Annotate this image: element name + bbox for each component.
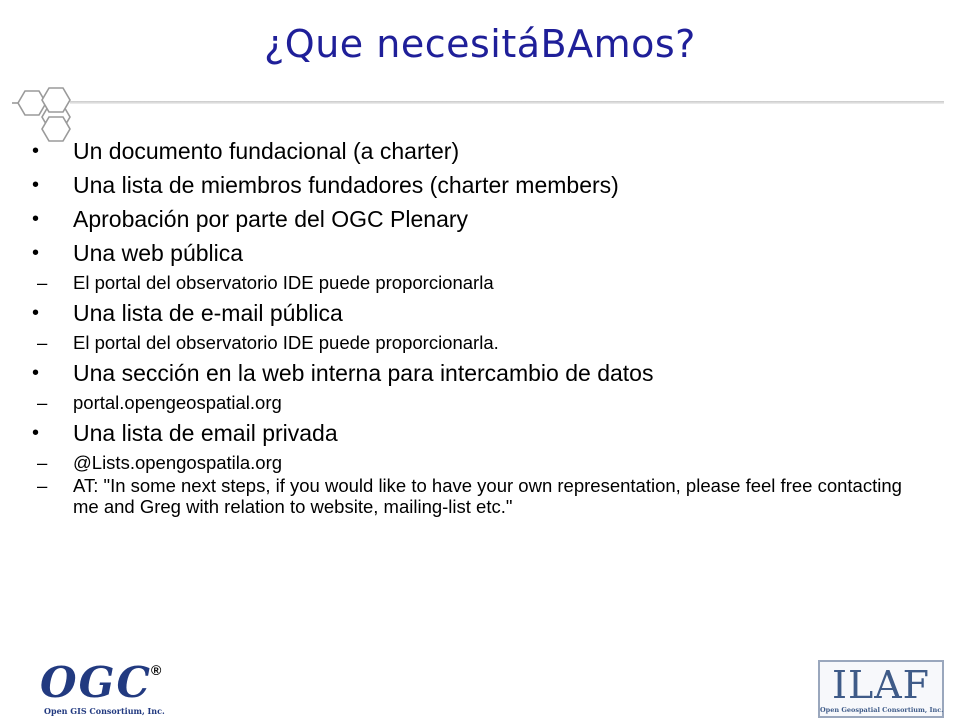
slide-title: ¿Que necesitáBAmos? [264,22,696,66]
dash-icon: – [37,272,48,293]
bullet-dot-icon: • [32,362,40,384]
sub-bullet-list [30,272,910,293]
bullet-item [30,170,910,201]
ogc-logo-tagline: Open GIS Consortium, Inc. [44,706,165,716]
sub-bullet-list [30,332,910,353]
bullet-dot-icon: • [32,242,40,264]
ogc-logo-mark: OGC [40,658,152,707]
bullet-text: Un documento fundacional (a charter) [73,138,460,164]
sub-bullet-item [30,392,910,413]
bullet-dot-icon: • [32,422,40,444]
bullet-list [30,136,910,522]
dash-icon: – [37,392,48,413]
sub-bullet-list [30,392,910,413]
bullet-text: Una lista de miembros fundadores (charter members) [73,172,619,198]
title-rule [70,101,944,104]
ilaf-logo-tagline: Open Geospatial Consortium, Inc. [820,706,944,714]
ilaf-logo [818,660,944,718]
ogc-logo [36,660,176,718]
sub-bullet-text: @Lists.opengospatila.org [73,452,283,473]
bullet-item [30,418,910,449]
sub-bullet-text: portal.opengeospatial.org [73,392,282,413]
bullet-text: Una lista de e-mail pública [73,300,343,326]
sub-bullet-item [30,332,910,353]
ilaf-logo-mark: ILAF [831,663,931,707]
bullet-item [30,204,910,235]
sub-bullet-text: El portal del observatorio IDE puede proporcionarla [73,272,494,293]
bullet-item [30,136,910,167]
registered-mark: ® [151,662,162,678]
bullet-text: Una lista de email privada [73,420,338,446]
sub-bullet-text: El portal del observatorio IDE puede proporcionarla. [73,332,499,353]
bullet-dot-icon: • [32,174,40,196]
bullet-item [30,358,910,389]
sub-bullet-list [30,452,910,517]
bullet-dot-icon: • [32,140,40,162]
sub-bullet-item [30,452,910,473]
dash-icon: – [37,332,48,353]
bullet-text: Una sección en la web interna para intercambio de datos [73,360,654,386]
bullet-text: Una web pública [73,240,244,266]
sub-bullet-text: AT: "In some next steps, if you would like to have your own representation, please feel free contacting me and Greg with relation to website, mailing-list etc." [73,475,902,517]
sub-bullet-item [30,272,910,293]
bullet-dot-icon: • [32,208,40,230]
bullet-dot-icon: • [32,302,40,324]
bullet-item [30,238,910,269]
bullet-text: Aprobación por parte del OGC Plenary [73,206,469,232]
bullet-item [30,298,910,329]
dash-icon: – [37,452,48,473]
dash-icon: – [37,475,48,496]
sub-bullet-item [30,475,910,517]
